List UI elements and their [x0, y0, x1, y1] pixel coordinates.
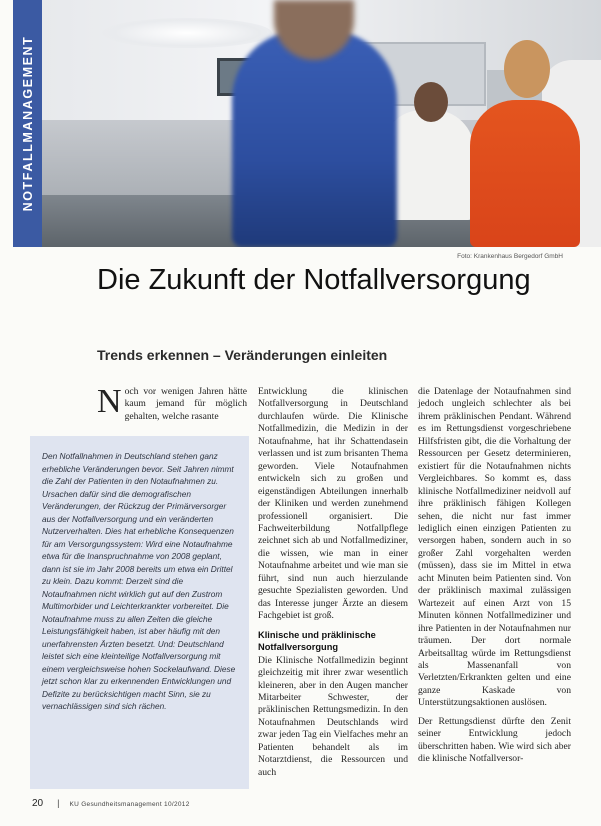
column-2 — [258, 386, 408, 779]
journal-name: KU Gesundheitsmanagement 10/2012 — [69, 801, 190, 808]
article-subtitle: Trends erkennen – Veränderungen einleiten — [97, 347, 388, 363]
section-label: NOTFALLMANAGEMENT — [20, 35, 35, 212]
section-text: Die Klinische Notfallmedizin beginnt gleichzeitig mit ihrer zwar wesentlich kleineren, aber in den Augen mancher Mitarbeiter Schwester, der präklinischen Rettungsmedizin. In den Notaufnahmen Deutschlands wird zwar jeden Tag ein Vielfaches mehr an Patienten behandelt als im Notarztdienst, die Ressourcen und auch — [258, 654, 408, 778]
photo-credit: Foto: Krankenhaus Bergedorf GmbH — [457, 253, 563, 260]
page-number: 20 — [32, 798, 44, 809]
column-1 — [97, 383, 247, 423]
page-footer — [32, 798, 190, 809]
section-text-continued: die Datenlage der Notaufnahmen sind jedoch ungleich schlechter als bei ihrem präklinischen Pendant. Während es im Rettungsdienst vorgeschriebene Hilfsfristen gibt, die die Vorhaltung der Ressourcen per Gesetz determinieren, existiert für die Notaufnahmen nichts Vergleichbares. So kommt es, dass klinische Notfallmediziner neidvoll auf ihre präklinisch fähigen Kollegen sehen, die nicht nur fast immer lediglich einen einzigen Patienten zu versorgen haben, sondern auch in so großer Zahl vorgehalten werden (müssen), dass sie im Mittel in etwa acht Minuten beim Patienten sind. Von der präklinisch maximal zulässigen Wartezeit auf einen Arzt von 15 Minuten können Notfallmediziner und ihre Patienten in der Notaufnahmen nur träumen. Der dort normale Arbeitsalltag würde im Rettungsdienst als Massenanfall von Verletzten/Erkrankten gelten und eine ganze Kaskade von Unterstützungsaktionen auslösen. — [418, 386, 571, 709]
article-title: Die Zukunft der Notfallversorgung — [97, 264, 531, 296]
summary-box — [30, 436, 249, 789]
intro-text: och vor wenigen Jahren hätte kaum jemand für möglich gehalten, welche rasante — [124, 386, 247, 422]
summary-text: Den Notfallnahmen in Deutschland stehen ganz erhebliche Veränderungen bevor. Seit Jahren nimmt die Zahl der Patienten in den Notaufnahmen zu. Ursachen dafür sind die demografischen Veränderungen, der Rückzug der Primärversorger aus der Notfallversorgung und ein veränderten Nutzerverhalten. Dies hat erhebliche Konsequenzen für am Versorgungssystem: Wird eine Notaufnahme etwa für die Inanspruchnahme von 2008 geplant, dann ist sie im Jahr 2008 bereits um etwa ein Drittel zu klein. Dazu kommt: Derzeit sind die Notaufnahmen nicht wirklich gut auf den Zustrom Multimorbider und Leichterkrankter vorbereitet. Die Notaufnahme muss zu allen Zeiten die gleiche Leistungsfähigkeit haben, ist aber häufig mit den unerfahrensten Ärzten besetzt. Und: Deutschland leistet sich eine kleinteilige Notfallversorgung mit einem vergleichsweise hohen Sockelaufwand. Diese jetzt schon klar zu erkennenden Entwicklungen und Defizite zu berücksichtigen macht Sinn, sie zu vernachlässigen sind sich rächen. — [42, 451, 236, 711]
header-photo — [42, 0, 601, 247]
section-text-final: Der Rettungsdienst dürfte den Zenit seiner Entwicklung jedoch überschritten haben. Wie wird sich aber die klinische Notfallversor- — [418, 715, 571, 765]
footer-separator: | — [57, 798, 60, 808]
column-3 — [418, 386, 571, 766]
section-heading: Klinische und präklinische Notfallversorgung — [258, 629, 376, 652]
intro-paragraph — [97, 383, 247, 423]
intro-continued: Entwicklung die klinischen Notfallversorgung in Deutschland durchlaufen würde. Die Klinische Notfallmedizin, die Medizin in der Notaufnahme, hat ihr Schattendasein verlassen und ist zum brisanten Thema geworden. Viele Notaufnahmen entwickeln sich zu großen und eigenständigen Abteilungen innerhalb der Kliniken und werden zunehmend professionell organisiert. Die Fachweiterbildung Notfallpflege zeichnet sich ab und Notfallmediziner, die wissen, wie man in einer Notaufnahme arbeitet und wie man sie führt, sind nun auch hierzulande gesuchte Spezialisten geworden. Und das Interesse junger Ärzte an diesem Fachgebiet ist groß. — [258, 386, 408, 622]
drop-cap: N — [97, 383, 122, 420]
